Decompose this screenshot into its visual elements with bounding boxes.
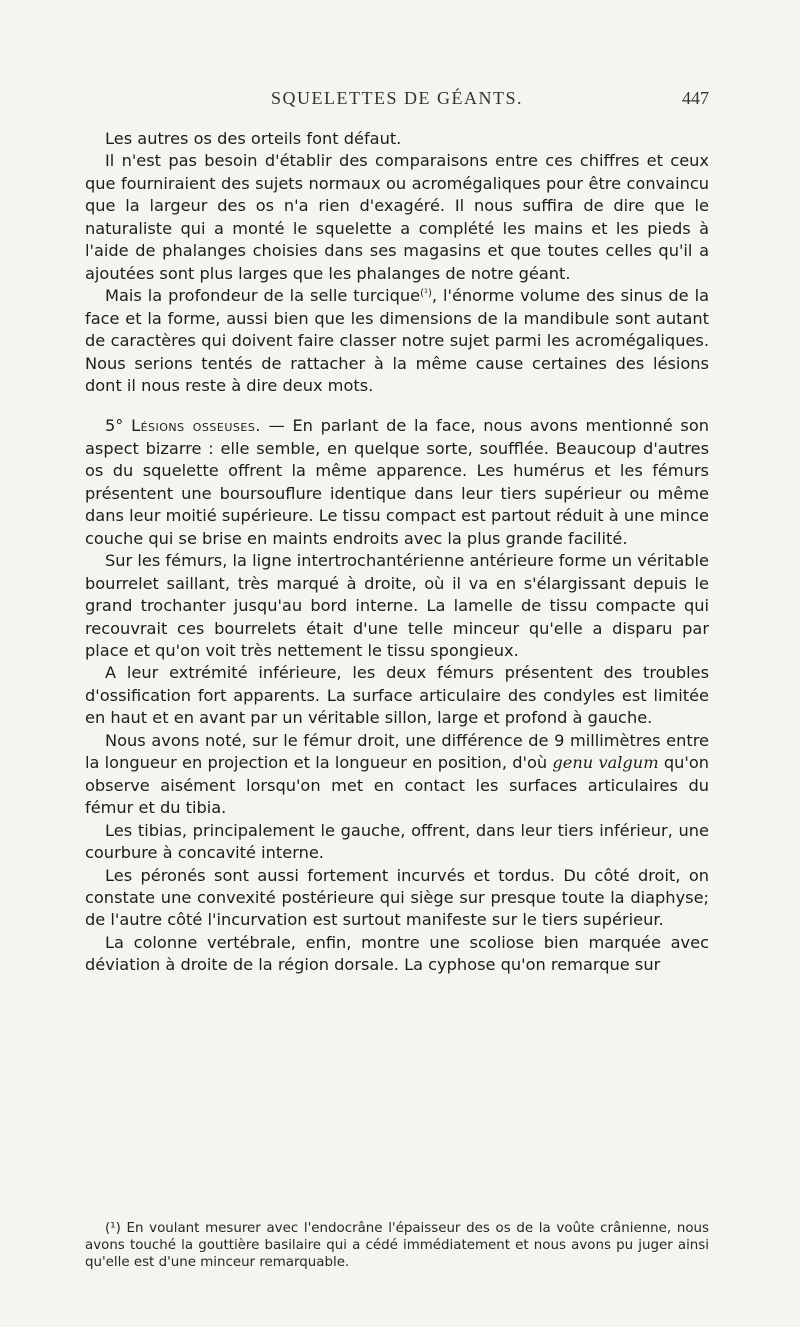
footnote-reference: (¹) [420, 288, 432, 300]
paragraph-6: A leur extrémité inférieure, les deux fémurs présentent des troubles d'ossification fort apparents. La surface articulaire des condyles est limitée en haut et en avant par un véritable sillon, large et profond à gauche. [85, 663, 709, 728]
paragraph-2: Il n'est pas besoin d'établir des comparaisons entre ces chiffres et ceux que fourniraient des sujets normaux ou acromégaliques pour être convaincu que la largeur des os n'a rien d'exagéré. Il nous suffira de dire que le naturaliste qui a monté le squelette a complété les mains et les pieds à l'aide de phalanges choisies dans ses magasins et que toutes celles qu'il a ajoutées sont plus larges que les phalanges de notre géant. [85, 151, 709, 283]
paragraph-4-text: — En parlant de la face, nous avons mentionné son aspect bizarre : elle semble, en quelque sorte, soufflée. Beaucoup d'autres os du squelette offrent la même apparence. Les humérus et les fémurs présentent une boursouflure identique dans leur tiers supérieur ou même dans leur moitié supérieure. Le tissu compact est partout réduit à une mince couche qui se brise en maints endroits avec la plus grande facilité. [85, 416, 709, 548]
paragraph-3-text-a: Mais la profondeur de la selle turcique [105, 286, 421, 306]
paragraph-7 [85, 730, 709, 820]
latin-term: genu valgum [552, 753, 659, 773]
footnotes [85, 1220, 709, 1271]
paragraph-1: Les autres os des orteils font défaut. [105, 129, 402, 148]
paragraph-3-text-b: , l'énorme volume des sinus de la face et la forme, aussi bien que les dimensions de la mandibule sont autant de caractères qui doivent faire classer notre sujet parmi les acromégaliques. Nous serions tentés de rattacher à la même cause certaines des lésions dont il nous reste à dire deux mots. [85, 286, 709, 395]
footnote-1 [85, 1220, 709, 1271]
running-head [85, 88, 709, 112]
paragraph-10: La colonne vertébrale, enfin, montre une scoliose bien marquée avec déviation à droite de la région dorsale. La cyphose qu'on remarque sur [85, 932, 709, 975]
main-text [85, 128, 709, 977]
running-title: SQUELETTES DE GÉANTS. [271, 88, 523, 108]
paragraph-3 [85, 285, 709, 397]
paragraph-9: Les péronés sont aussi fortement incurvés et tordus. Du côté droit, on constate une convexité postérieure qui siège sur presque toute la diaphyse; de l'autre côté l'incurvation est surtout manifeste sur le tiers supérieur. [85, 865, 709, 930]
paragraph-7-text-a: Nous avons noté, sur le fémur droit, une différence de 9 millimètres entre la longueur en projection et la longueur en position, d'où [85, 730, 709, 773]
section-heading: Lésions osseuses. [131, 416, 261, 436]
paragraph-8: Les tibias, principalement le gauche, offrent, dans leur tiers inférieur, une courbure à concavité interne. [85, 820, 709, 863]
paragraph-7-text-b: qu'on observe aisément lorsqu'on met en contact les surfaces articulaires du fémur et du tibia. [85, 753, 709, 818]
paragraph-5: Sur les fémurs, la ligne intertrochantérienne antérieure forme un véritable bourrelet saillant, très marqué à droite, où il va en s'élargissant depuis le grand trochanter jusqu'au bord interne. La lamelle de tissu compacte qui recouvrait ces bourrelets était d'une telle minceur qu'elle a disparu par place et qu'on voit très nettement le tissu spongieux. [85, 551, 709, 660]
paragraph-4 [85, 415, 709, 550]
page-number: 447 [682, 88, 709, 108]
footnote-mark: (¹) [105, 1221, 121, 1236]
section-number: 5° [105, 416, 124, 436]
footnote-text: En voulant mesurer avec l'endocrâne l'épaisseur des os de la voûte crânienne, nous avons touché la gouttière basilaire qui a cédé immédiatement et nous avons pu juger ainsi qu'elle est d'une minceur remarquable. [85, 1221, 709, 1270]
